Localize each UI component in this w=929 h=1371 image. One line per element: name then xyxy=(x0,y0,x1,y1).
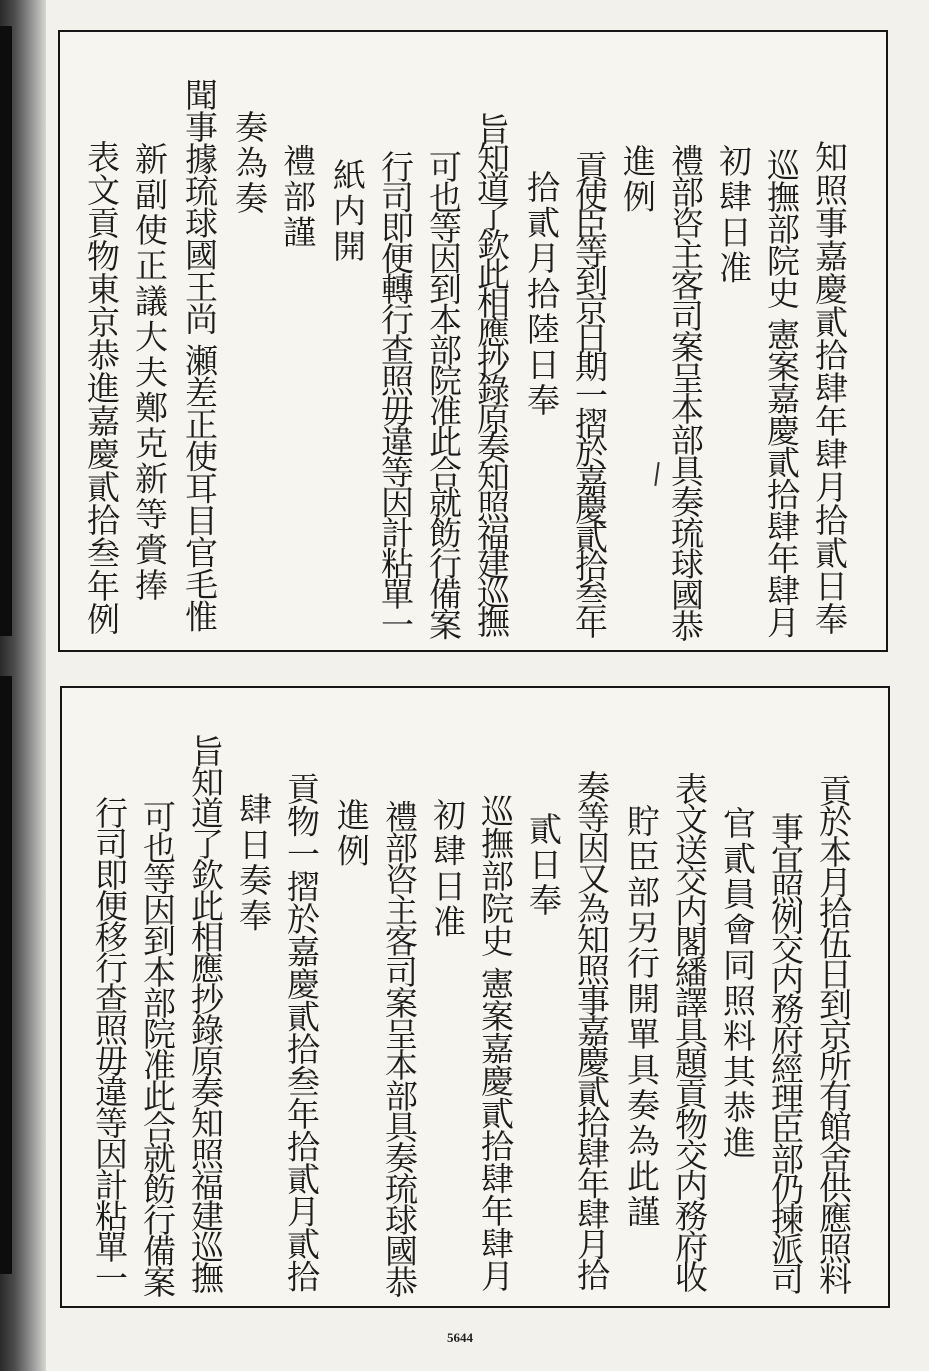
text-column: 進例 xyxy=(618,144,657,215)
binding-shadow-top xyxy=(0,26,12,636)
text-column: 拾貳月拾陸日奉 xyxy=(522,170,561,419)
document-panel-bottom xyxy=(60,686,890,1308)
text-column: 禮部謹 xyxy=(278,144,317,251)
text-column: 紙内開 xyxy=(328,158,367,265)
text-column: 奏為奏 xyxy=(230,110,269,217)
text-column: 新副使正議大夫鄭克新等賫捧 xyxy=(130,142,169,604)
text-column: 可也等因到本部院准此合就飭行備案 xyxy=(138,800,177,1296)
document-panel-top xyxy=(58,30,888,652)
page-number: 5644 xyxy=(447,1330,473,1345)
text-column: 貢於本月拾伍日到京所有館舍供應照料 xyxy=(814,774,853,1293)
text-column: 旨知道了欽此相應抄錄原奏知照福建巡撫 xyxy=(186,734,225,1292)
binding-shadow-bottom xyxy=(0,676,12,1274)
text-column: 行司即便轉行查照毋違等因計粘單一 xyxy=(376,150,415,638)
text-column: 貢物一摺於嘉慶貳拾叁年拾貳月貳拾 xyxy=(282,772,321,1292)
text-column: 巡撫部院史 憲案嘉慶貳拾肆年肆月 xyxy=(762,148,801,638)
text-column: 聞事據琉球國王尚 瀬差正使耳目官毛惟 xyxy=(180,78,219,632)
text-column: 貳日奉 xyxy=(524,812,563,919)
text-column: 知照事嘉慶貳拾肆年肆月拾貳日奉 xyxy=(810,140,849,635)
text-column: 可也等因到本部院准此合就飭行備案 xyxy=(424,150,463,638)
text-column: 奏等因又為知照事嘉慶貳拾肆年肆月拾 xyxy=(572,770,611,1289)
text-column: 表文貢物東京恭進嘉慶貳拾叁年例 xyxy=(82,140,121,635)
text-column: 貢使臣等到京日期一摺於嘉慶貳拾叁年 xyxy=(570,150,609,635)
text-column: 肆日奏奉 xyxy=(234,792,273,934)
text-column: 初肆日准 xyxy=(714,144,753,286)
text-column: 禮部咨主客司案呈本部具奏琉球國恭 xyxy=(380,800,419,1296)
text-column: 禮部咨主客司案呈本部具奏琉球國恭 xyxy=(666,144,705,640)
text-column: 貯臣部另行開單具奏為此謹 xyxy=(622,804,661,1230)
book-binding-gutter xyxy=(0,0,46,1371)
text-column: 官貳員會同照料其恭進 xyxy=(718,806,757,1161)
text-column: 初肆日准 xyxy=(428,798,467,940)
text-column: 事宜照例交内務府經理臣部仍揀派司 xyxy=(766,812,805,1292)
text-column: 巡撫部院史 憲案嘉慶貳拾肆年肆月 xyxy=(476,794,515,1292)
text-column: 進例 xyxy=(332,798,371,869)
text-column: 旨知道了欽此相應抄錄原奏知照福建巡撫 xyxy=(472,112,511,634)
text-column: 表文送交内閣繙譯具題貢物交内務府收 xyxy=(670,772,709,1291)
text-column: 行司即便移行查照毋違等因計粘單一 xyxy=(90,796,129,1292)
